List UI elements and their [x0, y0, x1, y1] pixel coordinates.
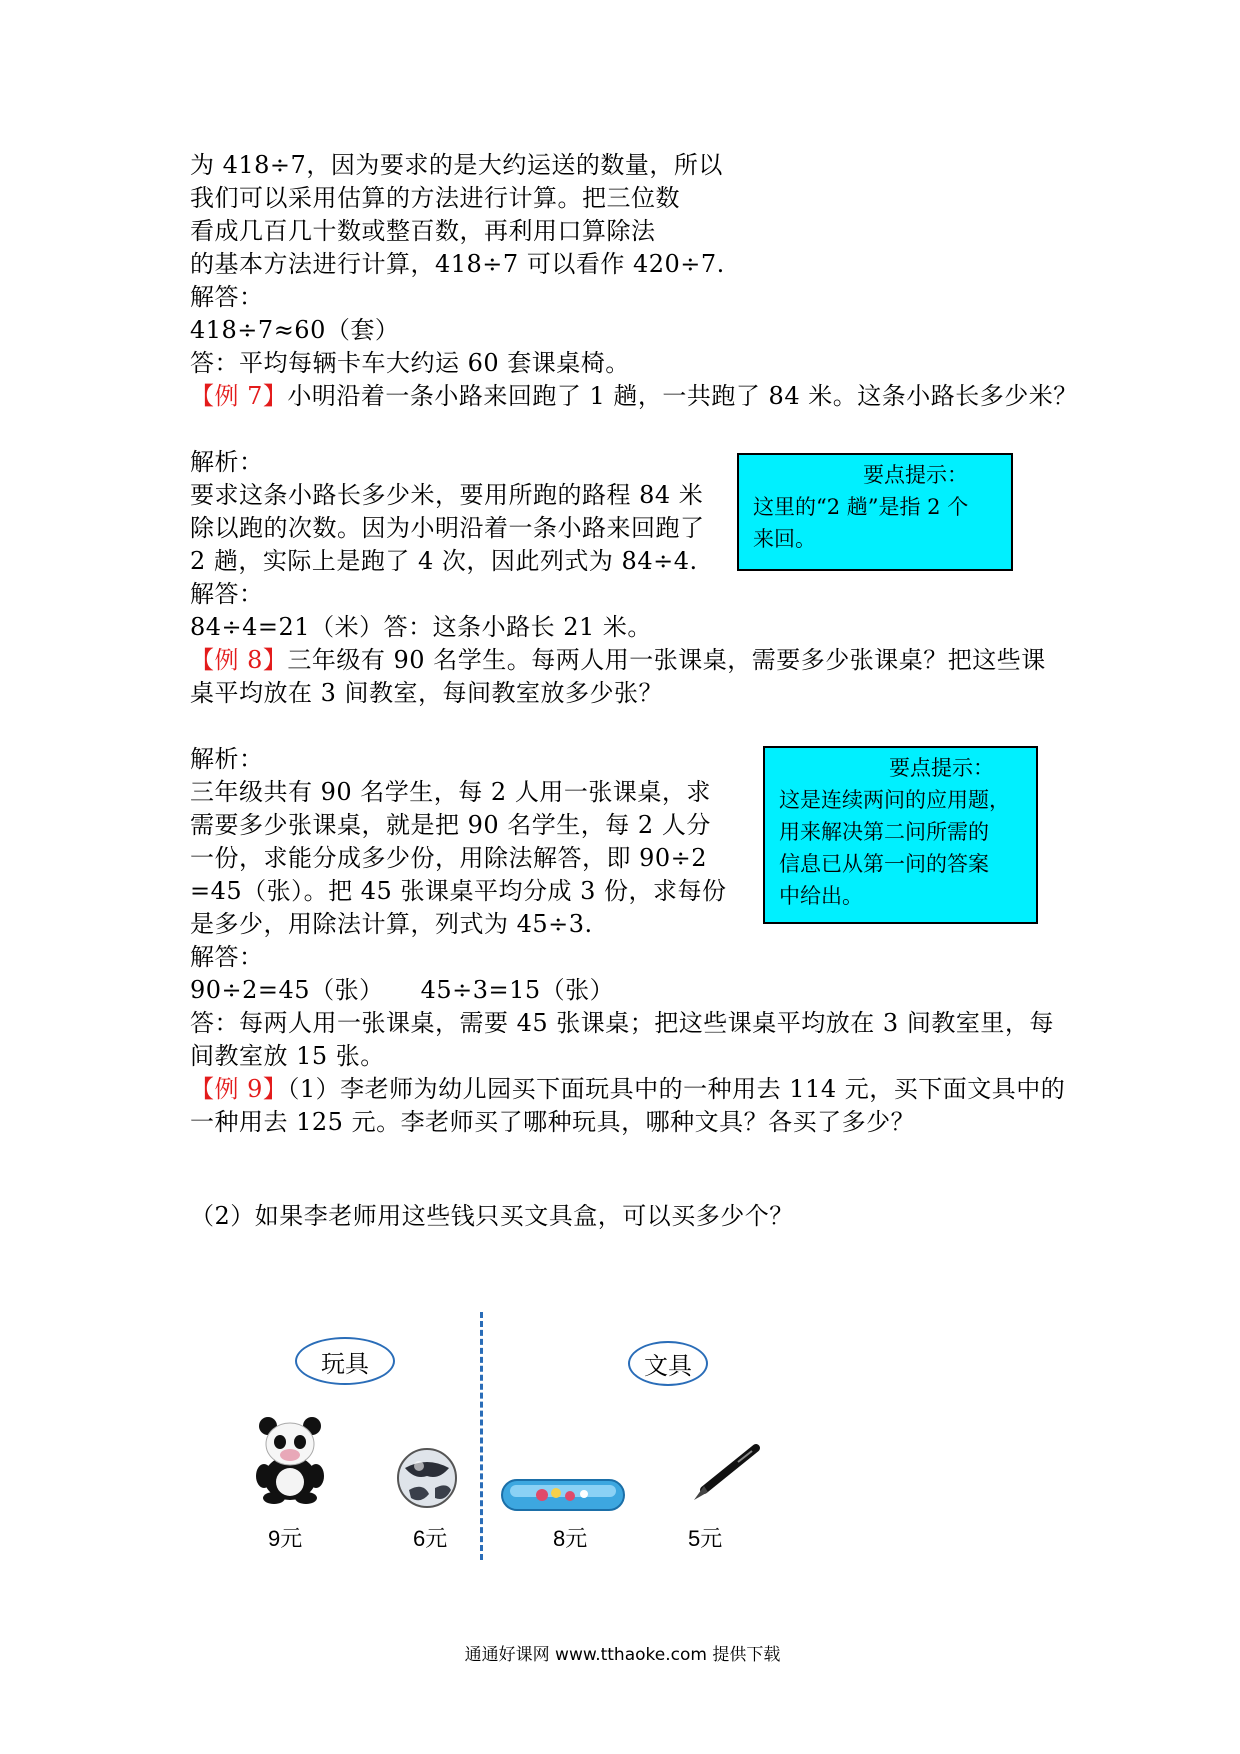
example-9-tag: 【例 9】 [190, 1075, 288, 1103]
answer-text: 答：平均每辆卡车大约运 60 套课桌椅。 [190, 349, 630, 377]
price-panda: 9元 [268, 1526, 303, 1551]
example-9-question-2: （2）如果李老师用这些钱只买文具盒，可以买多少个？ [190, 1202, 794, 1230]
pencil-box-icon [500, 1477, 626, 1513]
stationery-label: 文具 [628, 1341, 708, 1386]
price-ball: 6元 [413, 1526, 448, 1551]
example-8-analysis: 是多少，用除法计算，列式为 45÷3. [190, 910, 593, 938]
example-8-answer: 间教室放 15 张。 [190, 1042, 385, 1070]
text-line: 看成几百几十数或整百数，再利用口算除法 [190, 217, 656, 245]
tip-line: 这是连续两问的应用题， [779, 788, 1010, 812]
example-9-question: 一种用去 125 元。李老师买了哪种玩具，哪种文具？各买了多少？ [190, 1108, 916, 1136]
tip-line: 这里的“2 趟”是指 2 个 [753, 495, 969, 519]
example-7-answer-label: 解答： [190, 580, 264, 608]
example-7-analysis: 要求这条小路长多少米，要用所跑的路程 84 米 [190, 481, 704, 509]
example-8-analysis: 一份，求能分成多少份，用除法解答，即 90÷2 [190, 844, 708, 872]
tip-line: 来回。 [753, 527, 816, 551]
price-pen: 5元 [688, 1526, 723, 1551]
example-8-analysis: 需要多少张课桌，就是把 90 名学生，每 2 人分 [190, 811, 711, 839]
example-8-question: 桌平均放在 3 间教室，每间教室放多少张？ [190, 679, 664, 707]
text-line: 我们可以采用估算的方法进行计算。把三位数 [190, 184, 680, 212]
example-7-answer: 84÷4=21（米）答：这条小路长 21 米。 [190, 613, 652, 641]
example-8-answer-calc: 90÷2=45（张） 45÷3=15（张） [190, 976, 615, 1004]
tip-title: 要点提示： [889, 756, 994, 780]
example-8-question: 【例 8】三年级有 90 名学生。每两人用一张课桌，需要多少张课桌？把这些课 [190, 646, 1046, 674]
text-line: 的基本方法进行计算，418÷7 可以看作 420÷7. [190, 250, 725, 278]
example-7-analysis: 2 趟，实际上是跑了 4 次，因此列式为 84÷4. [190, 547, 698, 575]
tip-box-example-7 [737, 453, 1013, 571]
tip-line: 用来解决第二问所需的 [779, 820, 989, 844]
ball-icon [395, 1446, 459, 1510]
footer: 通通好课网 www.tthaoke.com 提供下载 [464, 1645, 781, 1665]
example-7-question: 【例 7】小明沿着一条小路来回跑了 1 趟，一共跑了 84 米。这条小路长多少米？ [190, 382, 1078, 410]
text-line: 为 418÷7，因为要求的是大约运送的数量，所以 [190, 151, 723, 179]
example-7-tag: 【例 7】 [190, 382, 288, 410]
example-7-analysis-label: 解析： [190, 448, 264, 476]
tip-box-example-8 [763, 746, 1038, 924]
pen-icon [690, 1442, 762, 1502]
example-8-tag: 【例 8】 [190, 646, 288, 674]
toys-label: 玩具 [295, 1337, 395, 1385]
example-8-analysis-label: 解析： [190, 745, 264, 773]
example-8-answer-label: 解答： [190, 943, 264, 971]
tip-line: 信息已从第一问的答案 [779, 852, 989, 876]
example-8-analysis: 三年级共有 90 名学生，每 2 人用一张课桌，求 [190, 778, 711, 806]
example-8-answer: 答：每两人用一张课桌，需要 45 张课桌；把这些课桌平均放在 3 间教室里，每 [190, 1009, 1054, 1037]
example-7-analysis: 除以跑的次数。因为小明沿着一条小路来回跑了 [190, 514, 705, 542]
answer-label: 解答： [190, 283, 264, 311]
price-pencil-box: 8元 [553, 1526, 588, 1551]
tip-line: 中给出。 [779, 884, 863, 908]
example-8-analysis: =45（张）。把 45 张课桌平均分成 3 份，求每份 [190, 877, 727, 905]
example-9-question: 【例 9】（1）李老师为幼儿园买下面玩具中的一种用去 114 元，买下面文具中的 [190, 1075, 1066, 1103]
figure-divider [480, 1312, 483, 1560]
answer-calc: 418÷7≈60（套） [190, 316, 400, 344]
panda-toy-icon [250, 1412, 330, 1504]
tip-title: 要点提示： [863, 463, 968, 487]
